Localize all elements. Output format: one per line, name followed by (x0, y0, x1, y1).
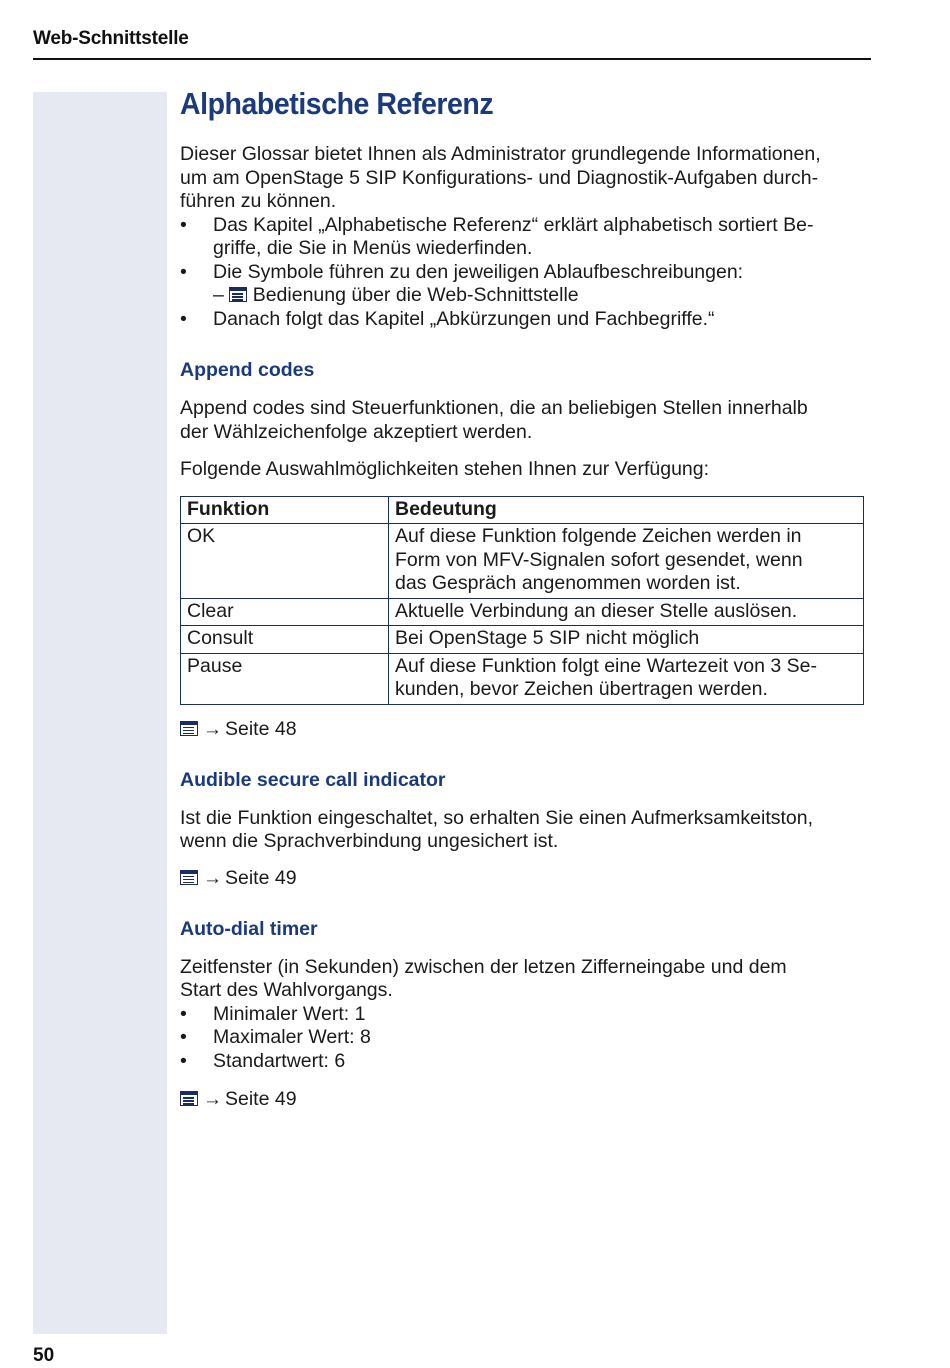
bullet-glyph: • (180, 1026, 187, 1048)
list-item: • Standartwert: 6 (180, 1049, 346, 1072)
page-reference[interactable] (180, 1087, 870, 1112)
cell-funktion: Clear (181, 598, 389, 626)
intro-section (180, 143, 870, 331)
section-heading-append-codes: Append codes (180, 359, 315, 381)
header-rule (33, 58, 871, 60)
list-item: • Das Kapitel „Alphabetische Referenz“ erklärt alphabetisch sortiert Be- griffe, die Sie in Menüs wiederfinden. (180, 213, 814, 259)
cell-bedeutung: Bei OpenStage 5 SIP nicht möglich (389, 626, 864, 654)
bullet-glyph: • (180, 213, 187, 236)
section-heading-autodial: Auto-dial timer (180, 917, 318, 940)
list-item: • Danach folgt das Kapitel „Abkürzungen und Fachbegriffe.“ (180, 307, 715, 330)
section-heading-audible: Audible secure call indicator (180, 768, 446, 791)
column-header-funktion: Funktion (181, 496, 389, 524)
bullet-glyph: • (180, 1049, 187, 1072)
intro-paragraph: Dieser Glossar bietet Ihnen als Administrator grundlegende Informationen, um am OpenStage 5 SIP Konfigurations- und Diagnostik-Aufgaben durch- führen zu können. (180, 143, 821, 212)
list-item: • Minimaler Wert: 1 (180, 1002, 366, 1025)
page-reference[interactable] (180, 866, 870, 891)
cell-funktion: Pause (181, 653, 389, 704)
page-reference[interactable] (180, 717, 870, 742)
page-reference-text: Seite 49 (225, 1088, 297, 1110)
table-row (181, 653, 864, 704)
table-row (181, 524, 864, 599)
cell-bedeutung: Auf diese Funktion folgende Zeichen werden in Form von MFV-Signalen sofort gesendet, wenn das Gespräch angenommen worden ist. (389, 524, 864, 599)
list-item: • Maximaler Wert: 8 (180, 1026, 371, 1048)
bullet-glyph: • (180, 260, 187, 283)
audible-paragraph: Ist die Funktion eingeschaltet, so erhalten Sie einen Aufmerksamkeitston, wenn die Sprachverbindung ungesichert ist. (180, 806, 814, 852)
bullet-glyph: • (180, 1002, 187, 1025)
append-codes-paragraph: Append codes sind Steuerfunktionen, die an beliebigen Stellen innerhalb der Wählzeichenfolge akzeptiert werden. (180, 397, 808, 443)
page-title: Alphabetische Referenz (180, 86, 494, 121)
main-content (180, 82, 870, 1112)
running-header: Web-Schnittstelle (33, 28, 189, 49)
cell-funktion: OK (181, 524, 389, 599)
web-interface-icon (180, 870, 198, 885)
web-interface-icon (229, 287, 247, 302)
margin-bar (33, 92, 167, 1334)
append-codes-table (180, 496, 864, 705)
bullet-glyph: • (180, 307, 187, 330)
arrow-right-icon: → (203, 1089, 222, 1110)
intro-bullets (180, 214, 870, 332)
table-row (181, 598, 864, 626)
sub-item: – Bedienung über die Web-Schnittstelle (213, 284, 579, 306)
autodial-paragraph: Zeitfenster (in Sekunden) zwischen der letzen Zifferneingabe und dem Start des Wahlvorgangs. (180, 955, 787, 1001)
arrow-right-icon: → (203, 867, 222, 889)
cell-funktion: Consult (181, 626, 389, 654)
web-interface-icon (180, 1091, 198, 1106)
list-item: • Die Symbole führen zu den jeweiligen Ablaufbeschreibungen: – Bedienung über die Web-Schnittstelle (180, 261, 870, 308)
web-interface-icon (180, 721, 198, 736)
page-number: 50 (33, 1345, 55, 1366)
cell-bedeutung: Aktuelle Verbindung an dieser Stelle auslösen. (389, 598, 864, 626)
column-header-bedeutung: Bedeutung (389, 496, 864, 524)
table-row (181, 626, 864, 654)
append-codes-paragraph-2: Folgende Auswahlmöglichkeiten stehen Ihnen zur Verfügung: (180, 458, 710, 480)
autodial-bullets (180, 1003, 870, 1074)
table-header-row (181, 496, 864, 524)
page-reference-text: Seite 49 (225, 866, 297, 889)
cell-bedeutung: Auf diese Funktion folgt eine Wartezeit von 3 Se- kunden, bevor Zeichen übertragen werden. (389, 653, 864, 704)
page-reference-text: Seite 48 (225, 717, 297, 740)
arrow-right-icon: → (203, 718, 222, 740)
